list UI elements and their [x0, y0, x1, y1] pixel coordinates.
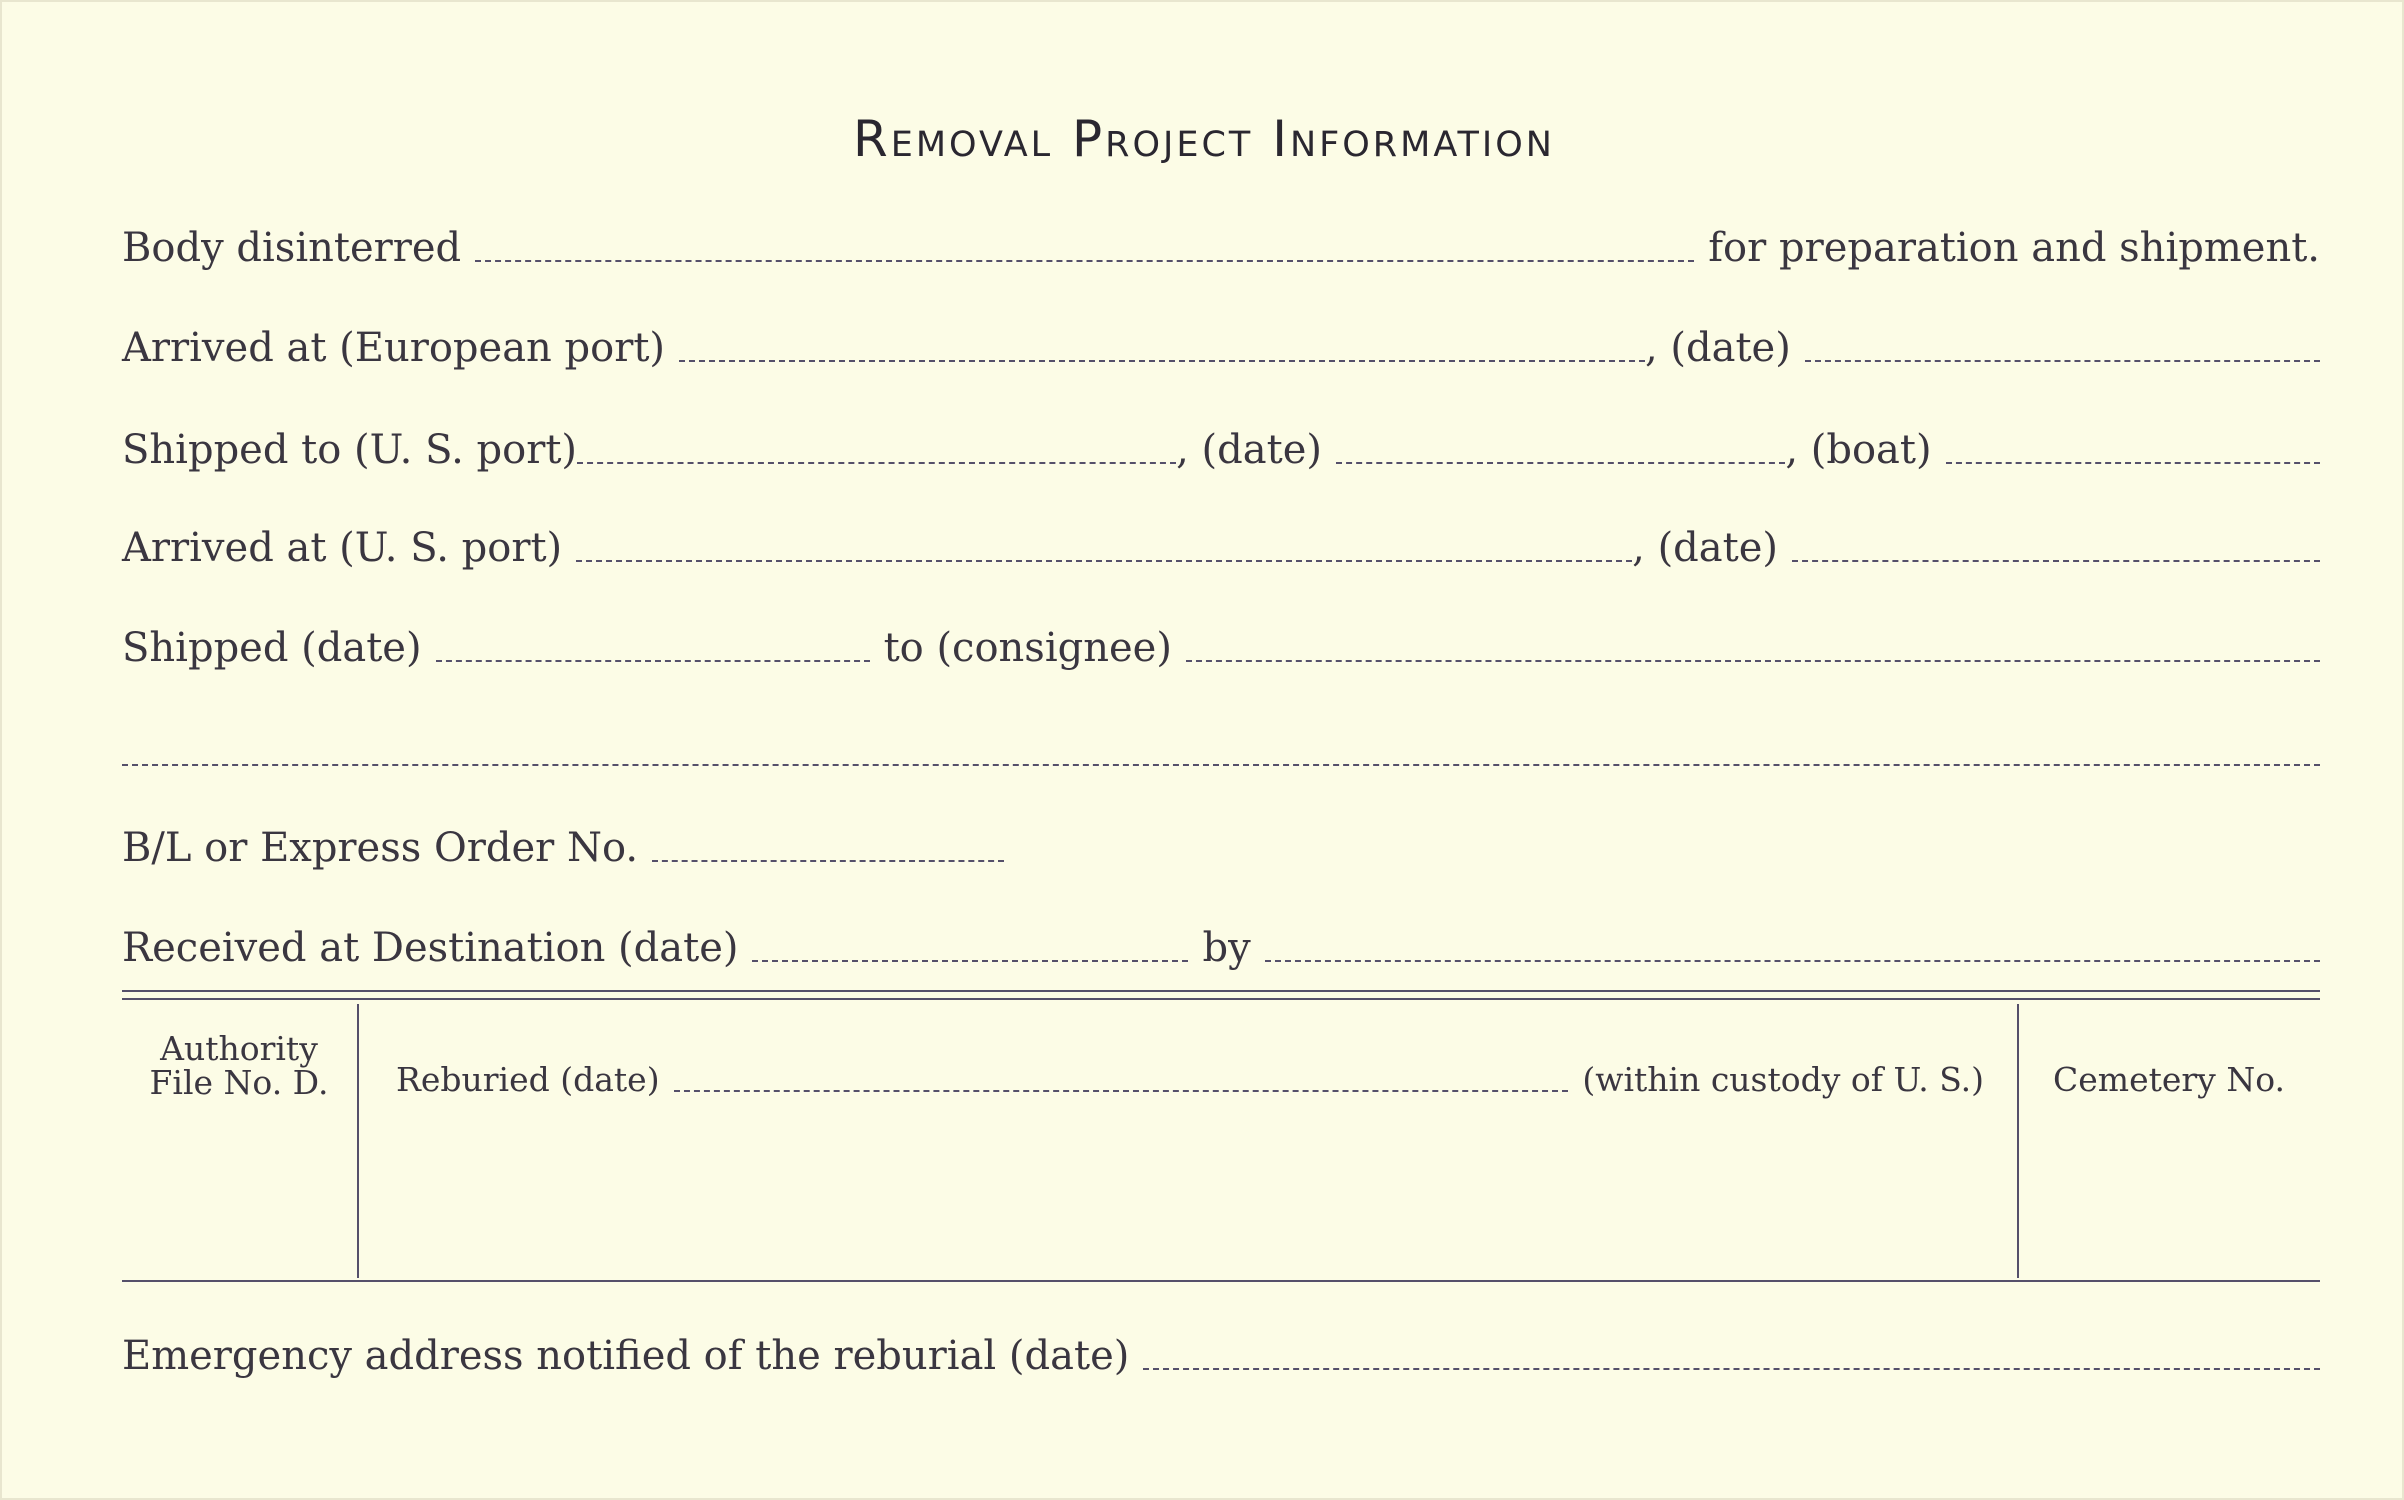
cemetery-no-label: Cemetery No.: [2053, 1060, 2285, 1099]
box-divider-left: [357, 1004, 359, 1278]
arrived-european-date-label: , (date): [1644, 325, 1791, 371]
shipped-date-field[interactable]: [436, 660, 870, 662]
box-bottom-rule: [122, 1280, 2320, 1282]
shipped-date-row: [122, 624, 2320, 672]
arrived-european-date-field[interactable]: [1805, 360, 2320, 362]
custody-label: (within custody of U. S.): [1582, 1060, 1984, 1099]
body-disinterred-row: [122, 224, 2320, 272]
authority-line-1: Authority: [160, 1029, 318, 1068]
arrived-european-row: [122, 324, 2320, 372]
shipped-us-date-label: , (date): [1176, 427, 1322, 473]
bl-order-field[interactable]: [652, 860, 1004, 862]
us-port-field[interactable]: [577, 462, 1176, 464]
emergency-label: Emergency address notified of the reburial (date): [122, 1333, 1130, 1379]
box-top-rule-inner: [122, 998, 2320, 1000]
authority-line-2: File No. D.: [149, 1063, 329, 1102]
body-disinterred-suffix: for preparation and shipment.: [1708, 225, 2320, 271]
reburied-label: Reburied (date): [396, 1060, 660, 1099]
authority-file-label: [130, 1029, 348, 1102]
reburied-row: [396, 1060, 1984, 1100]
european-port-field[interactable]: [679, 360, 1645, 362]
shipped-date-label: Shipped (date): [122, 625, 422, 671]
received-row: [122, 924, 2320, 972]
arrived-us-row: [122, 524, 2320, 572]
received-by-label: by: [1202, 925, 1251, 971]
reburied-date-field[interactable]: [674, 1090, 1569, 1092]
arrived-us-label: Arrived at (U. S. port): [122, 525, 563, 571]
emergency-date-field[interactable]: [1143, 1368, 2320, 1370]
emergency-row: [122, 1332, 2320, 1380]
received-label: Received at Destination (date): [122, 925, 739, 971]
shipped-us-boat-label: , (boat): [1785, 427, 1932, 473]
received-by-field[interactable]: [1265, 960, 2320, 962]
arrived-us-port-field[interactable]: [576, 560, 1632, 562]
arrived-european-label: Arrived at (European port): [122, 325, 666, 371]
card-title: Removal Project Information: [853, 110, 1555, 168]
consignee-continuation-field[interactable]: [122, 764, 2320, 766]
arrived-us-date-label: , (date): [1632, 525, 1778, 571]
consignee-field[interactable]: [1186, 660, 2320, 662]
box-divider-right: [2017, 1004, 2019, 1278]
shipped-us-date-field[interactable]: [1336, 462, 1785, 464]
bl-order-row: [122, 824, 2320, 872]
received-date-field[interactable]: [752, 960, 1188, 962]
bl-order-label: B/L or Express Order No.: [122, 825, 639, 871]
shipped-us-label: Shipped to (U. S. port): [122, 427, 577, 473]
arrived-us-date-field[interactable]: [1792, 560, 2320, 562]
consignee-label: to (consignee): [883, 625, 1172, 671]
shipped-us-row: [122, 426, 2320, 474]
body-disinterred-label: Body disinterred: [122, 225, 462, 271]
box-top-rule: [122, 990, 2320, 992]
boat-field[interactable]: [1946, 462, 2320, 464]
body-disinterred-field[interactable]: [475, 260, 1694, 262]
